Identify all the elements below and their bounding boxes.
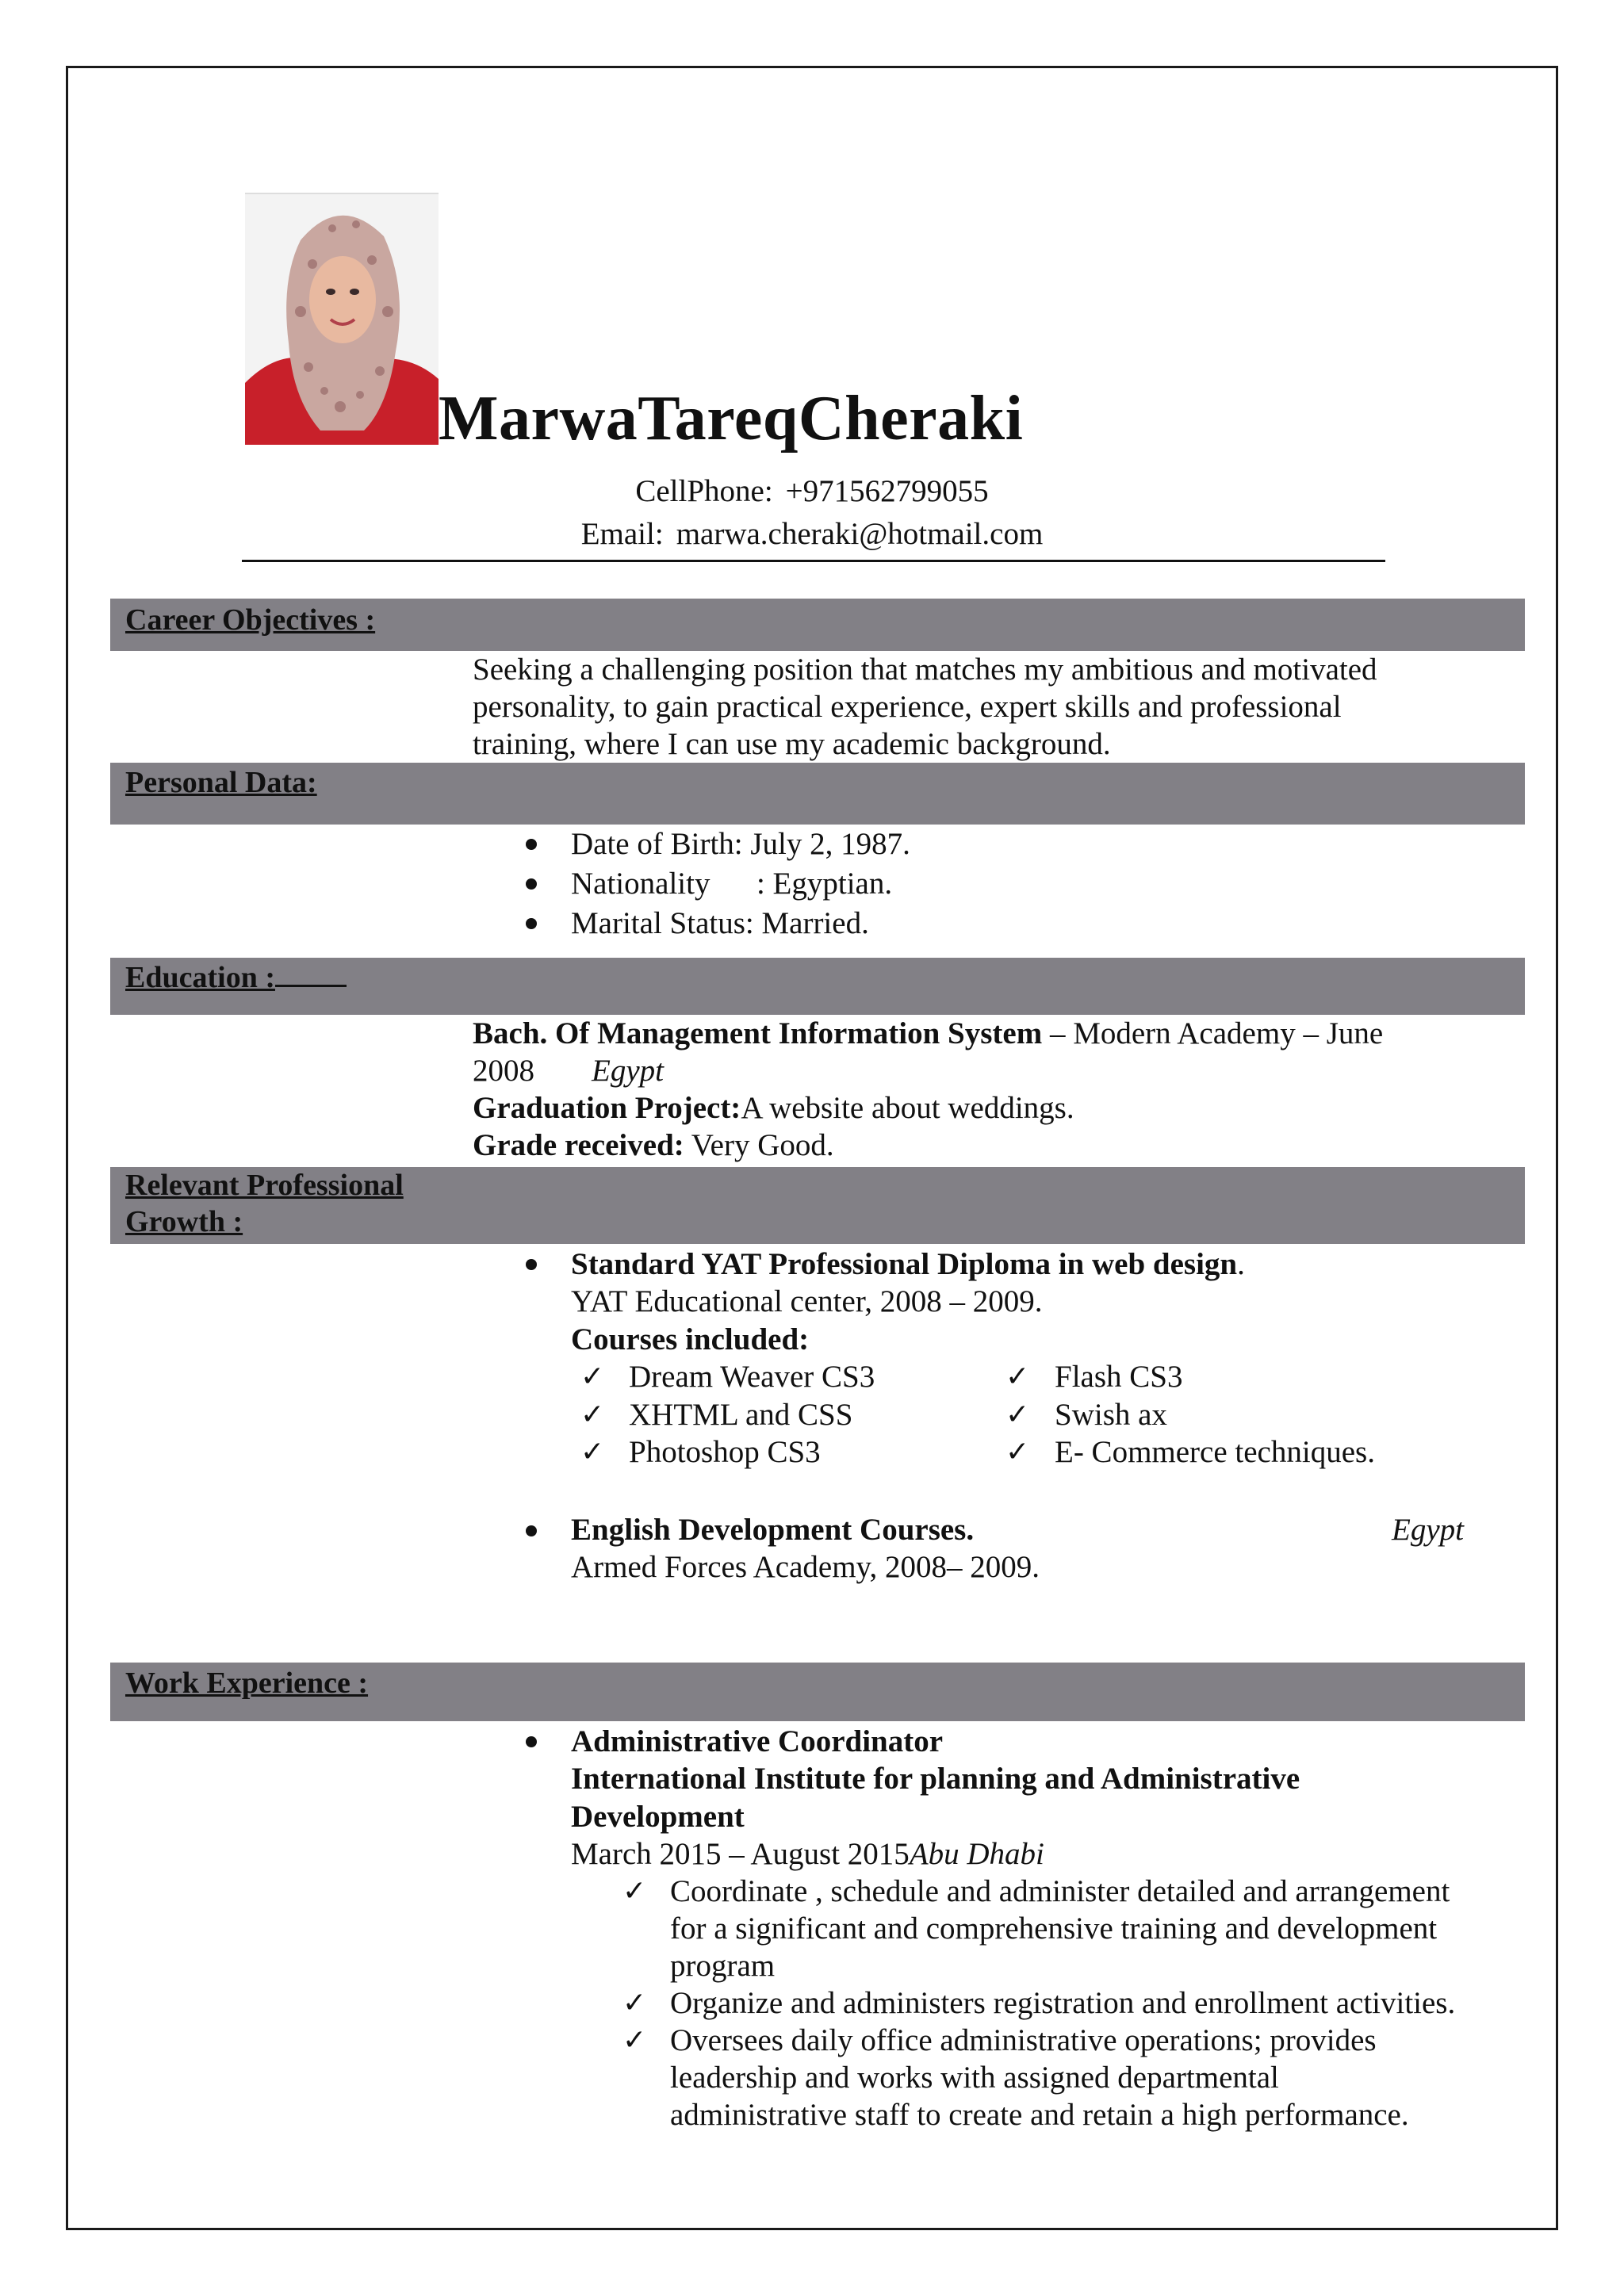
section-title-personal: Personal Data: xyxy=(125,766,317,799)
profile-photo xyxy=(245,193,439,445)
education-degree-line xyxy=(473,1015,1383,1052)
section-bar-growth xyxy=(110,1167,1525,1244)
bullet-icon xyxy=(526,1259,537,1270)
section-bar-education xyxy=(110,958,1525,1015)
personal-marital: Marital Status: Married. xyxy=(571,906,869,940)
diploma-title: Standard YAT Professional Diploma in web design xyxy=(571,1247,1238,1281)
course-item: Photoshop CS3 xyxy=(629,1435,821,1469)
education-location: Egypt xyxy=(592,1054,664,1088)
employer-line2: Development xyxy=(571,1800,745,1834)
section-title-career: Career Objectives : xyxy=(125,603,376,637)
check-icon: ✓ xyxy=(580,1436,605,1468)
education-degree: Bach. Of Management Information System xyxy=(473,1016,1043,1050)
course-item: Swish ax xyxy=(1055,1398,1167,1432)
duty-line: leadership and works with assigned departmental xyxy=(670,2061,1279,2095)
diploma-title-line: Standard YAT Professional Diploma in web design. xyxy=(571,1247,1245,1281)
check-icon: ✓ xyxy=(1005,1436,1030,1468)
education-project-label: Graduation Project: xyxy=(473,1091,741,1125)
education-year: 2008 xyxy=(473,1054,534,1088)
english-course-title: English Development Courses. xyxy=(571,1513,975,1547)
contact-email xyxy=(238,519,1386,549)
profile-photo-image xyxy=(245,193,439,445)
section-title-education: Education : xyxy=(125,959,347,996)
section-title-growth-line2: Growth : xyxy=(125,1205,243,1238)
education-grade-line xyxy=(473,1127,1383,1164)
job-title: Administrative Coordinator xyxy=(571,1724,944,1758)
email-address[interactable]: marwa.cheraki@hotmail.com xyxy=(676,517,1044,551)
english-course-center: Armed Forces Academy, 2008– 2009. xyxy=(571,1550,1040,1584)
course-item: Dream Weaver CS3 xyxy=(629,1360,875,1394)
courses-label: Courses included: xyxy=(571,1322,810,1357)
personal-nationality: Nationality : Egyptian. xyxy=(571,867,893,901)
course-item: E- Commerce techniques. xyxy=(1055,1435,1375,1469)
career-line: training, where I can use my academic background. xyxy=(473,727,1111,761)
duty-line: for a significant and comprehensive training and development xyxy=(670,1911,1438,1946)
check-icon: ✓ xyxy=(580,1399,605,1431)
job-location: Abu Dhabi xyxy=(909,1837,1044,1871)
candidate-name: MarwaTareqCheraki xyxy=(439,384,1024,453)
check-icon: ✓ xyxy=(622,1875,647,1908)
section-title-work: Work Experience : xyxy=(125,1667,369,1700)
duty-line: Coordinate , schedule and administer detailed and arrangement xyxy=(670,1874,1450,1908)
duty-item xyxy=(670,1873,1450,1984)
section-bar-personal xyxy=(110,763,1525,825)
english-course-location: Egypt xyxy=(1392,1513,1464,1547)
bullet-icon xyxy=(526,1736,537,1747)
course-item: Flash CS3 xyxy=(1055,1360,1183,1394)
section-bar-career xyxy=(110,599,1525,651)
duty-line: program xyxy=(670,1949,776,1983)
personal-dob: Date of Birth: July 2, 1987. xyxy=(571,827,910,861)
duty-line: Oversees daily office administrative operations; provides xyxy=(670,2023,1377,2057)
career-objective-text xyxy=(473,651,1377,763)
email-label: Email: xyxy=(580,517,664,551)
education-grade-label: Grade received: xyxy=(473,1128,684,1162)
header-divider xyxy=(242,560,1385,562)
phone-label: CellPhone: xyxy=(635,474,773,508)
education-block xyxy=(473,1015,1383,1164)
education-project-line xyxy=(473,1089,1383,1127)
employer-line1: International Institute for planning and Administrative xyxy=(571,1762,1300,1796)
section-title-growth-line1: Relevant Professional xyxy=(125,1169,404,1202)
duty-line: Organize and administers registration and enrollment activities. xyxy=(670,1986,1456,2020)
career-line: Seeking a challenging position that matches my ambitious and motivated xyxy=(473,652,1377,687)
bullet-icon xyxy=(526,839,537,850)
section-bar-work xyxy=(110,1663,1525,1721)
diploma-center: YAT Educational center, 2008 – 2009. xyxy=(571,1284,1043,1318)
education-grade: Very Good. xyxy=(684,1128,834,1162)
contact-phone xyxy=(238,476,1386,507)
education-project: A website about weddings. xyxy=(741,1091,1074,1125)
phone-number[interactable]: +971562799055 xyxy=(785,474,989,508)
duty-item xyxy=(670,2022,1409,2133)
check-icon: ✓ xyxy=(622,1987,647,2019)
job-period: March 2015 – August 2015 xyxy=(571,1837,910,1871)
bullet-icon xyxy=(526,1525,537,1536)
education-institution: – Modern Academy – June xyxy=(1042,1016,1384,1050)
check-icon: ✓ xyxy=(1005,1360,1030,1393)
check-icon: ✓ xyxy=(1005,1399,1030,1431)
bullet-icon xyxy=(526,918,537,929)
career-line: personality, to gain practical experience, expert skills and professional xyxy=(473,690,1342,724)
check-icon: ✓ xyxy=(622,2024,647,2057)
bullet-icon xyxy=(526,878,537,890)
duty-item xyxy=(670,1984,1455,2022)
job-period-line xyxy=(571,1835,1044,1873)
duty-line: administrative staff to create and retain a high performance. xyxy=(670,2098,1409,2132)
check-icon: ✓ xyxy=(580,1360,605,1393)
course-item: XHTML and CSS xyxy=(629,1398,853,1432)
education-year-line xyxy=(473,1052,1383,1089)
